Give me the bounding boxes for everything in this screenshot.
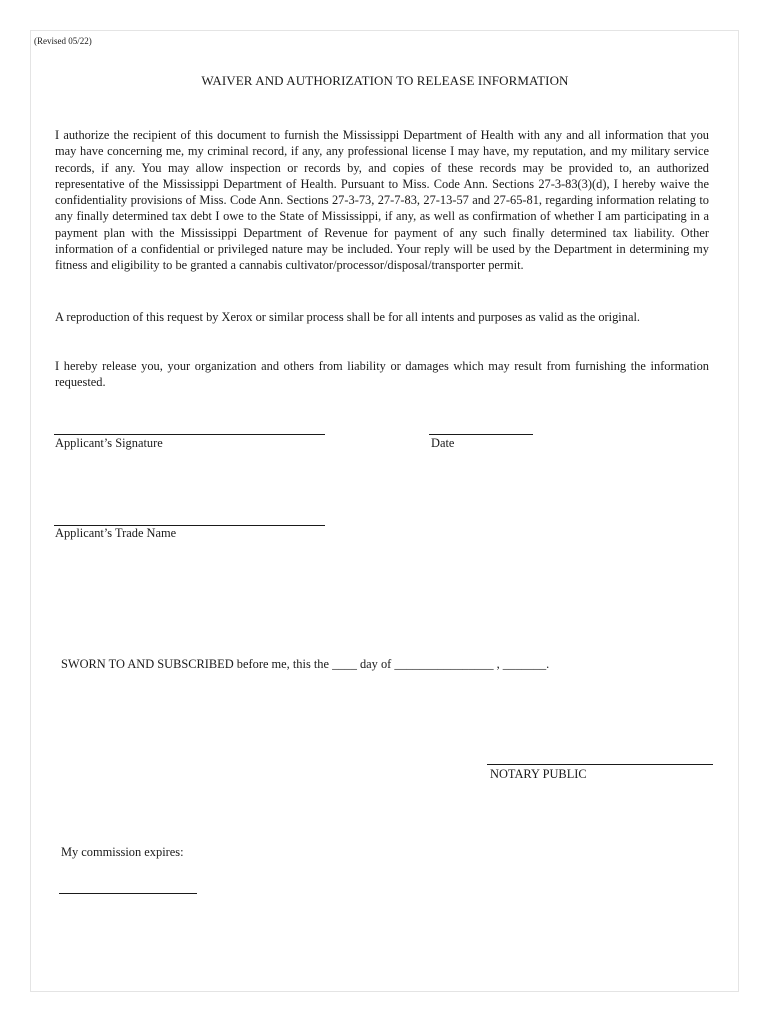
commission-expires-line[interactable] [59,893,197,894]
date-label: Date [431,436,455,450]
document-title: WAIVER AND AUTHORIZATION TO RELEASE INFORMATION [201,73,569,88]
signature-line[interactable] [54,434,325,435]
commission-expires-label: My commission expires: [61,845,184,859]
reproduction-paragraph: A reproduction of this request by Xerox or similar process shall be for all intents and purposes as valid as the original. [55,310,640,324]
sworn-statement: SWORN TO AND SUBSCRIBED before me, this the ____ day of ________________ , _______. [61,657,550,671]
trade-name-label: Applicant’s Trade Name [55,526,177,540]
authorization-paragraph: I authorize the recipient of this document to furnish the Mississippi Department of Health with any and all information that you may have concerning me, my criminal record, if any, any professional license I may have, my reputation, and my military service records, if any. You may allow inspection or records by, and copies of these records may be provided to, an authorized representative of the Mississippi Department of Health. Pursuant to Miss. Code Ann. Sections 27-3-83(3)(d), I hereby waive the confidentiality provisions of Miss. Code Ann. Sections 27-3-73, 27-7-83, 27-13-57 and 27-65-81, regarding information relating to any finally determined tax debt I owe to the State of Mississippi, if any, as well as confirmation of whether I am participating in a payment plan with the Mississippi Department of Revenue for payment of any such finally determined tax liability. Other information of a confidential or privileged nature may be included. Your reply will be used by the Department in determining my fitness and eligibility to be granted a cannabis cultivator/processor/disposal/transporter permit. [55,128,709,273]
date-line[interactable] [429,434,533,435]
signature-label: Applicant’s Signature [55,436,163,450]
release-paragraph: I hereby release you, your organization and others from liability or damages which may result from furnishing the information requested. [55,359,709,390]
notary-signature-line[interactable] [487,764,713,765]
notary-public-label: NOTARY PUBLIC [490,767,587,781]
revision-note: (Revised 05/22) [34,36,92,46]
